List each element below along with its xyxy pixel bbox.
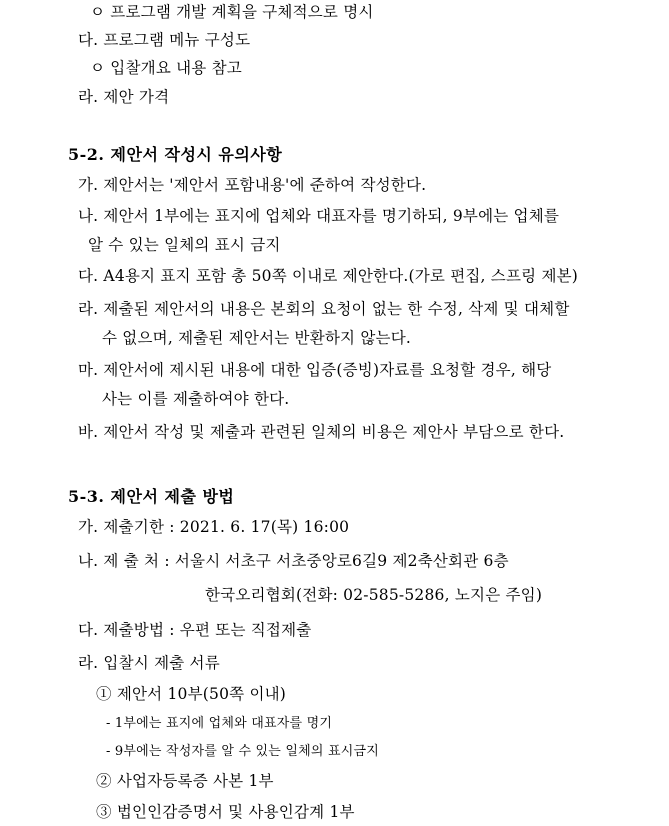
list-item-dev-plan: ㅇ 프로그램 개발 계획을 구체적으로 명시 [90, 3, 374, 21]
rule-ra-line2: 수 없으며, 제출된 제안서는 반환하지 않는다. [102, 329, 412, 347]
submit-place-line2: 한국오리협회(전화: 02-585-5286, 노지은 주임) [205, 586, 543, 604]
submit-deadline: 가. 제출기한 : 2021. 6. 17(목) 16:00 [78, 518, 350, 536]
submit-documents-heading: 라. 입찰시 제출 서류 [78, 654, 220, 672]
rule-ra-line1: 라. 제출된 제안서의 내용은 본회의 요청이 없는 한 수정, 삭제 및 대체할 [78, 300, 570, 318]
rule-ma-line1: 마. 제안서에 제시된 내용에 대한 입증(증빙)자료를 요청할 경우, 해당 [78, 361, 552, 379]
document-subitem-1: - 1부에는 표지에 업체와 대표자를 명기 [106, 716, 333, 731]
rule-na-line1: 나. 제안서 1부에는 표지에 업체와 대표자를 명기하되, 9부에는 업체를 [78, 207, 560, 225]
list-item-price: 라. 제안 가격 [78, 88, 170, 106]
document-subitem-2: - 9부에는 작성자를 알 수 있는 일체의 표시금지 [106, 744, 380, 759]
submit-method: 다. 제출방법 : 우편 또는 직접제출 [78, 621, 312, 639]
list-item-menu-structure: 다. 프로그램 메뉴 구성도 [78, 31, 251, 49]
list-item-bid-overview: ㅇ 입찰개요 내용 참고 [90, 59, 242, 77]
rule-da: 다. A4용지 표지 포함 총 50쪽 이내로 제안한다.(가로 편집, 스프링 제본) [78, 267, 579, 285]
submit-place-line1: 나. 제 출 처 : 서울시 서초구 서초중앙로6길9 제2축산회관 6층 [78, 552, 509, 570]
section-heading-5-2: 5-2. 제안서 작성시 유의사항 [68, 145, 283, 164]
document-item-seal-certificate: ③ 법인인감증명서 및 사용인감계 1부 [96, 803, 355, 821]
rule-na-line2: 알 수 있는 일체의 표시 금지 [88, 236, 281, 254]
section-heading-5-3: 5-3. 제안서 제출 방법 [68, 487, 235, 506]
document-item-proposal: ① 제안서 10부(50쪽 이내) [96, 685, 287, 703]
document-item-business-registration: ② 사업자등록증 사본 1부 [96, 772, 274, 790]
rule-ba: 바. 제안서 작성 및 제출과 관련된 일체의 비용은 제안사 부담으로 한다. [78, 423, 565, 441]
rule-ma-line2: 사는 이를 제출하여야 한다. [102, 390, 290, 408]
rule-ga: 가. 제안서는 '제안서 포함내용'에 준하여 작성한다. [78, 176, 427, 194]
